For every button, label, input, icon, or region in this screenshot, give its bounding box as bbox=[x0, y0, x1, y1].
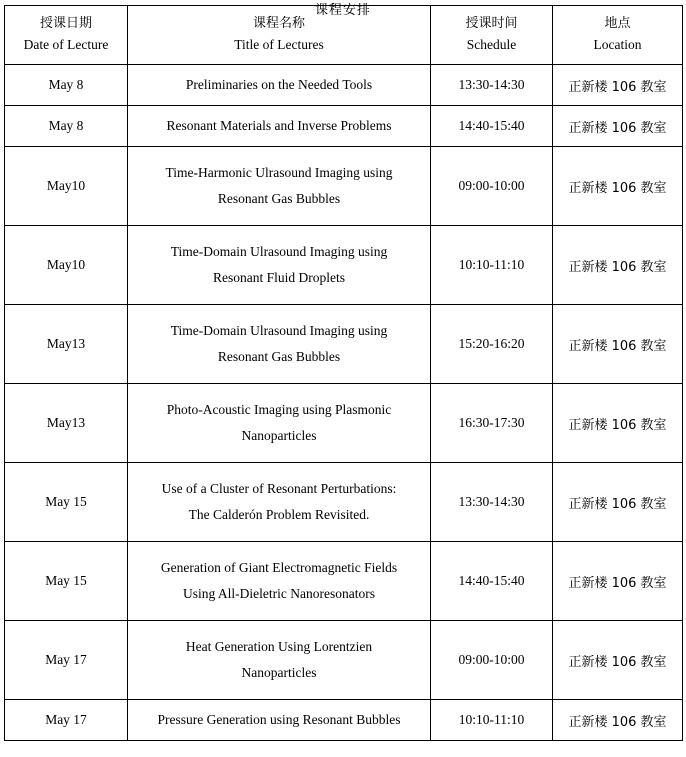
column-header-date-en: Date of Lecture bbox=[23, 36, 109, 52]
cell-title bbox=[128, 700, 431, 741]
title-line: Using All-Dieletric Nanoresonators bbox=[183, 586, 375, 601]
cell-location: 正新楼 106 教室 bbox=[553, 106, 683, 147]
cell-schedule: 13:30-14:30 bbox=[431, 463, 553, 542]
table-row bbox=[5, 542, 683, 621]
table-row bbox=[5, 65, 683, 106]
column-header-title-en: Title of Lectures bbox=[234, 36, 324, 52]
column-header-schedule-cn: 授课时间 bbox=[465, 16, 518, 32]
column-header-schedule-en: Schedule bbox=[466, 36, 517, 52]
column-header-title-cn: 课程名称 bbox=[252, 16, 305, 32]
title-line: Use of a Cluster of Resonant Perturbations: bbox=[161, 480, 397, 496]
cell-title bbox=[128, 226, 431, 305]
cell-schedule: 16:30-17:30 bbox=[431, 384, 553, 463]
cell-title bbox=[128, 384, 431, 463]
table-row bbox=[5, 305, 683, 384]
title-line: Preliminaries on the Needed Tools bbox=[185, 76, 373, 92]
cell-title bbox=[128, 305, 431, 384]
cell-title bbox=[128, 621, 431, 700]
column-header-location-cn: 地点 bbox=[604, 16, 631, 32]
column-header-location-en: Location bbox=[593, 36, 642, 52]
title-line: Time-Domain Ulrasound Imaging using bbox=[170, 243, 388, 259]
cell-location: 正新楼 106 教室 bbox=[553, 226, 683, 305]
title-line: Photo-Acoustic Imaging using Plasmonic bbox=[166, 401, 392, 417]
title-line: Resonant Gas Bubbles bbox=[217, 191, 341, 206]
document-page bbox=[0, 2, 686, 757]
cell-title bbox=[128, 542, 431, 621]
cell-title bbox=[128, 463, 431, 542]
title-line: Pressure Generation using Resonant Bubbles bbox=[157, 711, 401, 727]
title-line: Heat Generation Using Lorentzien bbox=[185, 638, 373, 654]
title-line: Nanoparticles bbox=[241, 665, 317, 680]
cell-date: May 8 bbox=[5, 65, 128, 106]
title-line: Resonant Gas Bubbles bbox=[217, 349, 341, 364]
cell-location: 正新楼 106 教室 bbox=[553, 147, 683, 226]
title-line: Nanoparticles bbox=[241, 428, 317, 443]
title-line: Generation of Giant Electromagnetic Fields bbox=[160, 559, 398, 575]
cell-date: May10 bbox=[5, 147, 128, 226]
cell-title bbox=[128, 147, 431, 226]
cell-schedule: 14:40-15:40 bbox=[431, 542, 553, 621]
table-row bbox=[5, 106, 683, 147]
cell-location: 正新楼 106 教室 bbox=[553, 65, 683, 106]
cell-schedule: 13:30-14:30 bbox=[431, 65, 553, 106]
title-line: Time-Domain Ulrasound Imaging using bbox=[170, 322, 388, 338]
document-title: 课程安排 bbox=[314, 2, 371, 17]
cell-title bbox=[128, 65, 431, 106]
cell-location: 正新楼 106 教室 bbox=[553, 305, 683, 384]
title-line: Time-Harmonic Ulrasound Imaging using bbox=[165, 164, 393, 180]
title-line: The Calderón Problem Revisited. bbox=[188, 507, 370, 522]
cell-location: 正新楼 106 教室 bbox=[553, 542, 683, 621]
table-row bbox=[5, 700, 683, 741]
table-row bbox=[5, 463, 683, 542]
cell-date: May13 bbox=[5, 305, 128, 384]
title-line: Resonant Materials and Inverse Problems bbox=[166, 117, 392, 133]
cell-schedule: 09:00-10:00 bbox=[431, 147, 553, 226]
cell-date: May 17 bbox=[5, 700, 128, 741]
column-header-location bbox=[553, 6, 683, 65]
table-row bbox=[5, 226, 683, 305]
cell-location: 正新楼 106 教室 bbox=[553, 621, 683, 700]
cell-date: May10 bbox=[5, 226, 128, 305]
cell-date: May 15 bbox=[5, 542, 128, 621]
cell-date: May 8 bbox=[5, 106, 128, 147]
cell-schedule: 09:00-10:00 bbox=[431, 621, 553, 700]
table-row bbox=[5, 147, 683, 226]
cell-date: May13 bbox=[5, 384, 128, 463]
cell-schedule: 10:10-11:10 bbox=[431, 226, 553, 305]
cell-schedule: 14:40-15:40 bbox=[431, 106, 553, 147]
column-header-schedule bbox=[431, 6, 553, 65]
cell-schedule: 15:20-16:20 bbox=[431, 305, 553, 384]
title-line: Resonant Fluid Droplets bbox=[213, 270, 345, 285]
cell-title bbox=[128, 106, 431, 147]
table-row bbox=[5, 384, 683, 463]
lecture-schedule-table bbox=[4, 5, 683, 741]
column-header-date bbox=[5, 6, 128, 65]
cell-location: 正新楼 106 教室 bbox=[553, 384, 683, 463]
cell-location: 正新楼 106 教室 bbox=[553, 463, 683, 542]
cell-date: May 17 bbox=[5, 621, 128, 700]
column-header-date-cn: 授课日期 bbox=[39, 16, 92, 32]
cell-schedule: 10:10-11:10 bbox=[431, 700, 553, 741]
table-row bbox=[5, 621, 683, 700]
cell-location: 正新楼 106 教室 bbox=[553, 700, 683, 741]
cell-date: May 15 bbox=[5, 463, 128, 542]
column-header-title bbox=[128, 6, 431, 65]
